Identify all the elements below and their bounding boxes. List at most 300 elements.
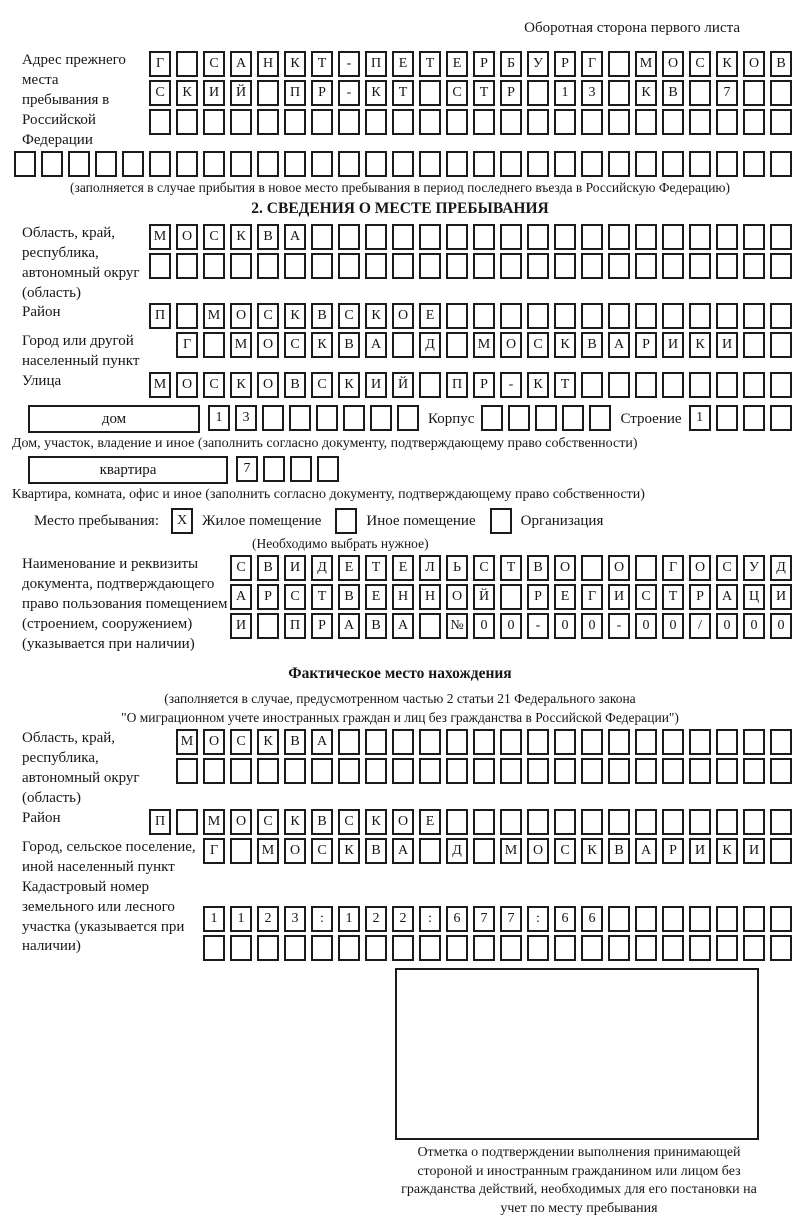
char-cell: Т: [554, 372, 576, 398]
char-cell: Д: [311, 555, 333, 581]
prev-address-block: [8, 51, 792, 151]
char-cell: [316, 405, 338, 431]
char-cell: И: [662, 332, 684, 358]
oblast-field: [8, 224, 792, 304]
char-cell: [311, 224, 333, 250]
char-cell: [338, 729, 360, 755]
char-cell: В: [527, 555, 549, 581]
korpus-cells: [481, 405, 616, 431]
char-cell: [176, 809, 198, 835]
char-cell: [527, 151, 549, 177]
gorod-field: [8, 332, 792, 372]
char-cell: [262, 405, 284, 431]
char-cell: [365, 253, 387, 279]
kvartira-row: [28, 456, 792, 485]
char-cell: [662, 758, 684, 784]
char-cell: Р: [311, 613, 333, 639]
char-cell: С: [203, 224, 225, 250]
char-cell: [176, 109, 198, 135]
prev-address-grid: [134, 51, 792, 138]
char-cell: О: [608, 555, 630, 581]
char-cell: [230, 935, 252, 961]
char-cell: [743, 906, 765, 932]
char-cell: [554, 151, 576, 177]
char-cell: [392, 332, 414, 358]
char-cell: [689, 109, 711, 135]
char-cell: С: [203, 372, 225, 398]
char-cell: [608, 758, 630, 784]
char-cell: [343, 405, 365, 431]
char-cell: Р: [662, 838, 684, 864]
char-cell: И: [716, 332, 738, 358]
char-cell: [662, 224, 684, 250]
char-cell: М: [473, 332, 495, 358]
char-cell: [527, 809, 549, 835]
char-cell: Т: [473, 80, 495, 106]
char-cell: [635, 555, 657, 581]
char-cell: [743, 405, 765, 431]
char-cell: А: [716, 584, 738, 610]
char-cell: О: [257, 372, 279, 398]
char-cell: [770, 838, 792, 864]
char-cell: [230, 253, 252, 279]
char-cell: [527, 109, 549, 135]
char-cell: [770, 405, 792, 431]
char-cell: [608, 253, 630, 279]
checkbox-inoe: [335, 508, 357, 534]
char-cell: [716, 809, 738, 835]
fact-oblast-label: Область, край, республика, автономный округ (область): [22, 730, 140, 806]
char-cell: [662, 906, 684, 932]
char-cell: К: [581, 838, 603, 864]
char-cell: [716, 109, 738, 135]
gorod-label: Город или другой населенный пункт: [22, 333, 140, 370]
char-cell: [473, 758, 495, 784]
char-cell: М: [257, 838, 279, 864]
char-cell: С: [716, 555, 738, 581]
char-cell: [419, 613, 441, 639]
ulitsa-label: Улица: [22, 373, 62, 390]
char-cell: [365, 224, 387, 250]
char-cell: Л: [419, 555, 441, 581]
dom-cells: [208, 405, 424, 431]
char-cell: [311, 935, 333, 961]
char-cell: С: [338, 809, 360, 835]
char-cell: [284, 253, 306, 279]
corner-note: Оборотная сторона первого листа: [524, 20, 740, 36]
dom-caption: Дом, участок, владение и иное (заполнить согласно документу, подтверждающему право собственности): [12, 436, 638, 452]
char-cell: И: [689, 838, 711, 864]
char-cell: 7: [236, 456, 258, 482]
char-cell: [562, 405, 584, 431]
char-cell: [689, 80, 711, 106]
char-cell: [392, 253, 414, 279]
mesto-label: Место пребывания:: [34, 512, 159, 529]
char-cell: [635, 372, 657, 398]
char-cell: В: [257, 224, 279, 250]
char-cell: [473, 109, 495, 135]
char-cell: [581, 758, 603, 784]
document-field: [8, 555, 792, 655]
char-cell: [608, 151, 630, 177]
fact-subtitle-1: (заполняется в случае, предусмотренном частью 2 статьи 21 Федерального закона: [164, 691, 636, 706]
char-cell: 2: [392, 906, 414, 932]
char-cell: В: [338, 332, 360, 358]
char-cell: [581, 109, 603, 135]
char-cell: [743, 758, 765, 784]
char-cell: [392, 729, 414, 755]
char-cell: [95, 151, 117, 177]
char-cell: А: [230, 51, 252, 77]
char-cell: Е: [338, 555, 360, 581]
char-cell: [608, 809, 630, 835]
char-cell: [311, 109, 333, 135]
char-cell: [770, 809, 792, 835]
char-cell: О: [500, 332, 522, 358]
char-cell: [41, 151, 63, 177]
char-cell: [446, 303, 468, 329]
char-cell: [581, 809, 603, 835]
fact-gorod-field: [8, 838, 792, 878]
char-cell: Г: [149, 51, 171, 77]
char-cell: [554, 224, 576, 250]
char-cell: [743, 809, 765, 835]
char-cell: С: [689, 51, 711, 77]
char-cell: К: [635, 80, 657, 106]
char-cell: -: [338, 51, 360, 77]
char-cell: О: [230, 303, 252, 329]
char-cell: К: [311, 332, 333, 358]
char-cell: [743, 332, 765, 358]
char-cell: [635, 151, 657, 177]
char-cell: И: [770, 584, 792, 610]
char-cell: [392, 935, 414, 961]
char-cell: [689, 372, 711, 398]
char-cell: [203, 758, 225, 784]
char-cell: 1: [554, 80, 576, 106]
char-cell: [770, 151, 792, 177]
char-cell: Р: [473, 372, 495, 398]
char-cell: [716, 253, 738, 279]
char-cell: М: [500, 838, 522, 864]
char-cell: А: [392, 838, 414, 864]
char-cell: О: [662, 51, 684, 77]
char-cell: К: [176, 80, 198, 106]
char-cell: К: [257, 729, 279, 755]
char-cell: [338, 253, 360, 279]
char-cell: [581, 303, 603, 329]
char-cell: [365, 151, 387, 177]
char-cell: [203, 253, 225, 279]
char-cell: 7: [716, 80, 738, 106]
char-cell: -: [500, 372, 522, 398]
char-cell: [500, 303, 522, 329]
char-cell: [662, 253, 684, 279]
char-cell: [14, 151, 36, 177]
char-cell: [230, 838, 252, 864]
char-cell: С: [527, 332, 549, 358]
char-cell: И: [743, 838, 765, 864]
char-cell: Д: [446, 838, 468, 864]
char-cell: [689, 729, 711, 755]
oblast-row-2: [140, 253, 792, 279]
char-cell: [446, 935, 468, 961]
mesto-prebyvaniya-row: [34, 508, 792, 534]
char-cell: М: [230, 332, 252, 358]
char-cell: [230, 758, 252, 784]
char-cell: С: [257, 303, 279, 329]
char-cell: [284, 935, 306, 961]
char-cell: [743, 109, 765, 135]
kadastr-row-1: [194, 906, 792, 932]
kadastr-label: Кадастровый номер земельного или лесного участка (указывается при наличии): [22, 878, 185, 955]
char-cell: [257, 758, 279, 784]
stroenie-cells: [689, 405, 797, 431]
kadastr-row-2: [194, 935, 792, 961]
char-cell: С: [203, 51, 225, 77]
char-cell: С: [554, 838, 576, 864]
char-cell: [608, 109, 630, 135]
char-cell: [392, 109, 414, 135]
char-cell: Т: [419, 51, 441, 77]
char-cell: [662, 303, 684, 329]
char-cell: [716, 303, 738, 329]
char-cell: /: [689, 613, 711, 639]
char-cell: [473, 838, 495, 864]
oblast-row-1: [140, 224, 792, 250]
char-cell: В: [662, 80, 684, 106]
char-cell: [203, 109, 225, 135]
char-cell: 1: [203, 906, 225, 932]
char-cell: С: [284, 332, 306, 358]
char-cell: А: [635, 838, 657, 864]
char-cell: 1: [338, 906, 360, 932]
char-cell: [419, 838, 441, 864]
char-cell: -: [608, 613, 630, 639]
char-cell: [397, 405, 419, 431]
char-cell: [203, 935, 225, 961]
char-cell: И: [608, 584, 630, 610]
char-cell: [527, 303, 549, 329]
fact-raion-label: Район: [22, 809, 61, 826]
char-cell: А: [365, 332, 387, 358]
char-cell: М: [203, 809, 225, 835]
char-cell: В: [338, 584, 360, 610]
char-cell: [608, 303, 630, 329]
char-cell: [338, 109, 360, 135]
char-cell: В: [284, 729, 306, 755]
char-cell: С: [473, 555, 495, 581]
fact-subtitle-2: "О миграционном учете иностранных граждан и лиц без гражданства в Российской Федерации"): [121, 710, 679, 725]
char-cell: В: [770, 51, 792, 77]
char-cell: 3: [581, 80, 603, 106]
char-cell: [365, 758, 387, 784]
char-cell: [311, 758, 333, 784]
char-cell: [581, 224, 603, 250]
char-cell: К: [527, 372, 549, 398]
char-cell: С: [311, 372, 333, 398]
char-cell: [149, 253, 171, 279]
char-cell: [770, 729, 792, 755]
char-cell: [176, 303, 198, 329]
char-cell: [770, 935, 792, 961]
char-cell: О: [446, 584, 468, 610]
char-cell: [608, 372, 630, 398]
char-cell: А: [284, 224, 306, 250]
char-cell: [392, 224, 414, 250]
char-cell: [257, 613, 279, 639]
char-cell: [608, 224, 630, 250]
document-label: Наименование и реквизиты документа, подтверждающего право пользования помещением (строением, сооружением) (указывается при наличии): [22, 556, 228, 653]
char-cell: Н: [419, 584, 441, 610]
char-cell: К: [365, 303, 387, 329]
char-cell: Е: [419, 809, 441, 835]
char-cell: В: [365, 613, 387, 639]
char-cell: В: [311, 303, 333, 329]
char-cell: 2: [257, 906, 279, 932]
char-cell: [608, 51, 630, 77]
char-cell: [284, 109, 306, 135]
char-cell: [419, 372, 441, 398]
char-cell: 0: [581, 613, 603, 639]
char-cell: :: [311, 906, 333, 932]
char-cell: [581, 729, 603, 755]
char-cell: [365, 935, 387, 961]
fact-gorod-row: [204, 838, 792, 864]
char-cell: С: [230, 729, 252, 755]
char-cell: П: [149, 303, 171, 329]
char-cell: [419, 758, 441, 784]
char-cell: [716, 935, 738, 961]
prev-address-label: Адрес прежнего места пребывания в Российской Федерации: [22, 52, 126, 148]
char-cell: Р: [635, 332, 657, 358]
oblast-grid: [140, 224, 792, 282]
char-cell: А: [230, 584, 252, 610]
char-cell: А: [311, 729, 333, 755]
char-cell: [473, 253, 495, 279]
char-cell: [743, 935, 765, 961]
char-cell: [446, 332, 468, 358]
char-cell: [481, 405, 503, 431]
char-cell: А: [392, 613, 414, 639]
checkbox-organizatsiya: [490, 508, 512, 534]
char-cell: Д: [770, 555, 792, 581]
char-cell: Ц: [743, 584, 765, 610]
char-cell: [662, 109, 684, 135]
char-cell: Р: [689, 584, 711, 610]
char-cell: [419, 935, 441, 961]
char-cell: [527, 758, 549, 784]
char-cell: И: [203, 80, 225, 106]
char-cell: [662, 729, 684, 755]
char-cell: [419, 253, 441, 279]
char-cell: [689, 151, 711, 177]
char-cell: К: [716, 838, 738, 864]
char-cell: 3: [284, 906, 306, 932]
char-cell: 7: [500, 906, 522, 932]
char-cell: [635, 729, 657, 755]
char-cell: 1: [689, 405, 711, 431]
char-cell: [554, 935, 576, 961]
char-cell: [68, 151, 90, 177]
char-cell: О: [230, 809, 252, 835]
char-cell: [527, 729, 549, 755]
char-cell: 1: [230, 906, 252, 932]
char-cell: [554, 253, 576, 279]
char-cell: [365, 109, 387, 135]
char-cell: [473, 224, 495, 250]
raion-row: [140, 303, 792, 329]
char-cell: [527, 80, 549, 106]
char-cell: К: [230, 372, 252, 398]
char-cell: О: [392, 809, 414, 835]
char-cell: И: [365, 372, 387, 398]
char-cell: [149, 151, 171, 177]
char-cell: О: [257, 332, 279, 358]
char-cell: [716, 906, 738, 932]
char-cell: [770, 906, 792, 932]
oblast-label: Область, край, республика, автономный округ (область): [22, 224, 140, 301]
char-cell: [635, 906, 657, 932]
char-cell: [743, 372, 765, 398]
char-cell: [419, 109, 441, 135]
char-cell: Д: [419, 332, 441, 358]
char-cell: П: [284, 613, 306, 639]
char-cell: [473, 809, 495, 835]
char-cell: [608, 935, 630, 961]
kadastr-field: [8, 878, 792, 964]
char-cell: А: [338, 613, 360, 639]
char-cell: [290, 456, 312, 482]
char-cell: [770, 372, 792, 398]
prev-address-row-2: [134, 80, 792, 106]
char-cell: :: [419, 906, 441, 932]
char-cell: Е: [419, 303, 441, 329]
char-cell: В: [365, 838, 387, 864]
char-cell: [743, 253, 765, 279]
char-cell: Р: [500, 80, 522, 106]
char-cell: [581, 151, 603, 177]
char-cell: [581, 372, 603, 398]
char-cell: [581, 555, 603, 581]
char-cell: [527, 253, 549, 279]
char-cell: [365, 729, 387, 755]
char-cell: 0: [500, 613, 522, 639]
char-cell: [500, 224, 522, 250]
char-cell: 0: [554, 613, 576, 639]
char-cell: [392, 758, 414, 784]
char-cell: [338, 224, 360, 250]
document-grid: [235, 555, 792, 642]
char-cell: [446, 729, 468, 755]
char-cell: 0: [743, 613, 765, 639]
raion-field: [8, 303, 792, 332]
char-cell: [257, 253, 279, 279]
char-cell: О: [392, 303, 414, 329]
char-cell: [535, 405, 557, 431]
char-cell: [770, 80, 792, 106]
char-cell: [203, 151, 225, 177]
char-cell: М: [176, 729, 198, 755]
char-cell: [662, 935, 684, 961]
gorod-row: [168, 332, 792, 358]
char-cell: [446, 109, 468, 135]
char-cell: Й: [473, 584, 495, 610]
char-cell: Е: [365, 584, 387, 610]
fact-gorod-label: Город, сельское поселение, иной населенный пункт: [22, 838, 196, 875]
char-cell: У: [743, 555, 765, 581]
char-cell: В: [581, 332, 603, 358]
